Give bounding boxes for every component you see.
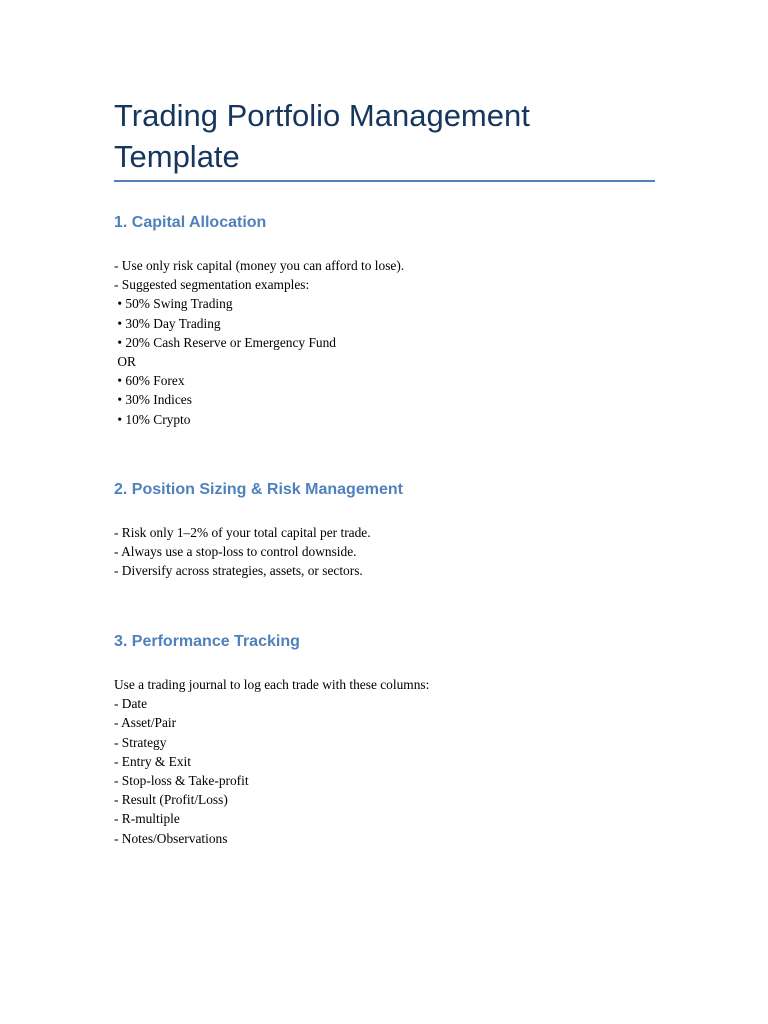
capital-allocation-lines <box>114 256 404 429</box>
text-line: • 60% Forex <box>114 373 185 389</box>
performance-tracking-lines <box>114 675 429 848</box>
title-underline-rule <box>114 180 655 182</box>
text-line: - Strategy <box>114 734 167 750</box>
text-line: - R-multiple <box>114 811 180 827</box>
text-line: Use a trading journal to log each trade with these columns: <box>114 677 430 692</box>
text-line: - Always use a stop-loss to control downside. <box>114 544 357 560</box>
text-line: - Diversify across strategies, assets, or sectors. <box>114 563 363 579</box>
section-heading-position-sizing: 2. Position Sizing & Risk Management <box>114 481 403 498</box>
text-line: - Suggested segmentation examples: <box>114 277 310 293</box>
text-line: - Asset/Pair <box>114 715 177 731</box>
text-line: • 10% Crypto <box>114 411 191 427</box>
position-sizing-lines <box>114 523 371 581</box>
document-title: Trading Portfolio Management Template <box>114 98 530 174</box>
text-line: OR <box>114 354 136 370</box>
text-line: - Use only risk capital (money you can afford to lose). <box>114 258 405 273</box>
section-heading-capital-allocation: 1. Capital Allocation <box>114 214 267 231</box>
text-line: • 30% Day Trading <box>114 315 221 331</box>
text-line: - Notes/Observations <box>114 830 228 846</box>
text-line: - Date <box>114 696 148 712</box>
text-line: - Risk only 1–2% of your total capital per trade. <box>114 525 371 540</box>
section-heading-performance-tracking: 3. Performance Tracking <box>114 633 300 650</box>
text-line: - Entry & Exit <box>114 753 191 769</box>
text-line: • 50% Swing Trading <box>114 296 233 312</box>
text-line: • 30% Indices <box>114 392 192 408</box>
text-line: - Result (Profit/Loss) <box>114 792 228 808</box>
text-line: • 20% Cash Reserve or Emergency Fund <box>114 334 336 350</box>
text-line: - Stop-loss & Take-profit <box>114 773 249 789</box>
